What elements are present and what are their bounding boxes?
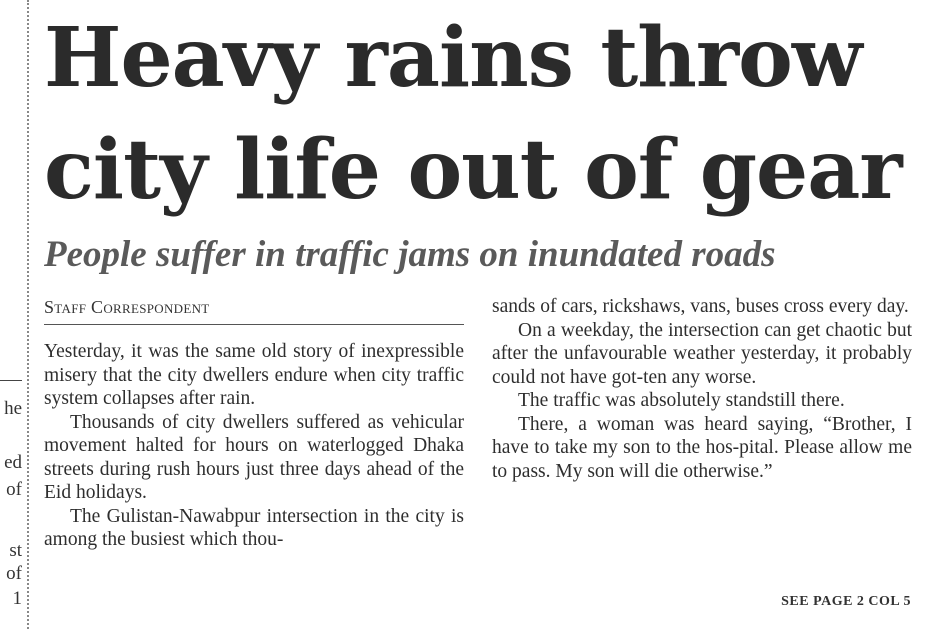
paragraph: There, a woman was heard saying, “Brother, I have to take my son to the hos-pital. Please allow me to pass. My son will die otherwise.” xyxy=(492,413,912,482)
divider xyxy=(0,380,22,381)
paragraph: The Gulistan-Nawabpur intersection in the city is among the busiest which thou- xyxy=(44,505,464,550)
subheadline: People suffer in traffic jams on inundated roads xyxy=(44,234,776,275)
fragment-text: he xyxy=(4,398,22,419)
paragraph: On a weekday, the intersection can get chaotic but after the unfavourable weather yesterday, it probably could not have got-ten any worse. xyxy=(492,319,912,388)
paragraph: Yesterday, it was the same old story of inexpressible misery that the city dwellers endure when city traffic system collapses after rain. xyxy=(44,341,464,409)
fragment-text: st xyxy=(9,540,22,561)
column-separator-dots xyxy=(27,0,29,629)
headline-line-2: city life out of gear xyxy=(44,122,902,218)
headline xyxy=(44,2,914,226)
paragraph: The traffic was absolutely standstill there. xyxy=(518,390,845,411)
fragment-text: ed xyxy=(4,452,22,473)
fragment-text: of xyxy=(6,563,22,584)
headline-line-1: Heavy rains throw xyxy=(44,10,862,106)
fragment-text: of xyxy=(6,479,22,500)
fragment-text: 1 xyxy=(12,588,22,609)
article-column-1 xyxy=(44,340,464,552)
paragraph: sands of cars, rickshaws, vans, buses cross every day. xyxy=(492,296,909,317)
continuation-note: SEE PAGE 2 COL 5 xyxy=(781,594,911,609)
byline: Staff Correspondent xyxy=(44,297,464,325)
paragraph: Thousands of city dwellers suffered as vehicular movement halted for hours on waterlogged Dhaka streets during rush hours just three days ahead of the Eid holidays. xyxy=(44,411,464,503)
adjacent-column-fragment xyxy=(0,0,24,629)
article-column-2 xyxy=(492,295,912,483)
